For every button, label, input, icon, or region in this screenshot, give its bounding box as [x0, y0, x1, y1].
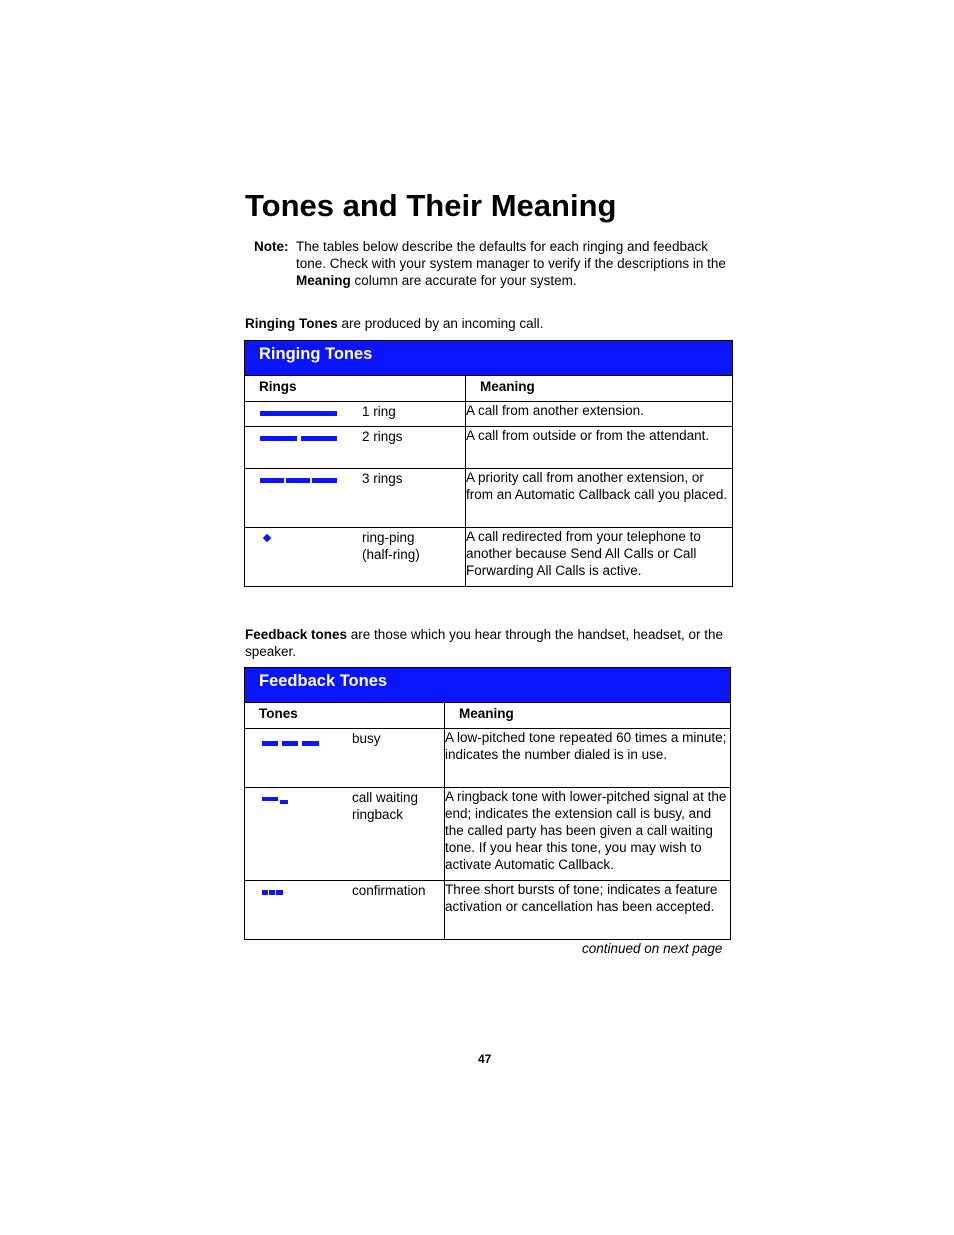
tone-name: confirmation	[352, 883, 426, 898]
table-header: Feedback Tones	[245, 668, 731, 703]
table-row	[245, 788, 731, 881]
column-header-meaning: Meaning	[466, 376, 733, 402]
note-label: Note:	[254, 239, 289, 254]
table-row	[245, 528, 733, 587]
table-row	[245, 427, 733, 469]
long-dash-icon	[260, 411, 337, 416]
tone-meaning: A low-pitched tone repeated 60 times a minute; indicates the number dialed is in use.	[445, 729, 731, 788]
feedback-tones-table	[244, 667, 731, 940]
continued-note: continued on next page	[582, 941, 723, 956]
column-header-rings: Rings	[245, 376, 466, 402]
feedback-intro: Feedback tones are those which you hear through the handset, headset, or the speaker.	[245, 627, 724, 659]
page-title: Tones and Their Meaning	[245, 188, 617, 223]
table-row	[245, 729, 731, 788]
tone-meaning: A ringback tone with lower-pitched signal at the end; indicates the extension call is busy, and the called party has been given a call waiting tone. If you hear this tone, you may wish to activate Automatic Callback.	[445, 788, 731, 881]
tone-meaning: A priority call from another extension, or from an Automatic Callback call you placed.	[466, 469, 733, 528]
table-row	[245, 881, 731, 940]
tone-meaning: A call from another extension.	[466, 402, 733, 427]
tone-name: busy	[352, 731, 381, 746]
tone-name: 3 rings	[362, 471, 403, 486]
page-number: 47	[478, 1052, 492, 1066]
ringing-tones-table	[244, 340, 733, 587]
tone-name: call waiting ringback	[352, 790, 419, 822]
tone-meaning: Three short bursts of tone; indicates a feature activation or cancellation has been accepted.	[445, 881, 731, 940]
tone-meaning: A call from outside or from the attendant.	[466, 427, 733, 469]
note-text: The tables below describe the defaults for each ringing and feedback tone. Check with your system manager to verify if the descriptions in the Meaning column are accurate for your system.	[296, 239, 726, 288]
table-row	[245, 402, 733, 427]
diamond-icon	[263, 534, 271, 542]
tone-meaning: A call redirected from your telephone to another because Send All Calls or Call Forwarding All Calls is active.	[466, 528, 733, 587]
tone-name: 1 ring	[362, 404, 396, 419]
tone-name: ring-ping (half-ring)	[362, 530, 420, 562]
table-header: Ringing Tones	[245, 341, 733, 376]
column-header-meaning: Meaning	[445, 703, 731, 729]
tone-name: 2 rings	[362, 429, 403, 444]
table-row	[245, 469, 733, 528]
column-header-tones: Tones	[245, 703, 445, 729]
ringing-intro: Ringing Tones are produced by an incoming call.	[245, 316, 544, 331]
